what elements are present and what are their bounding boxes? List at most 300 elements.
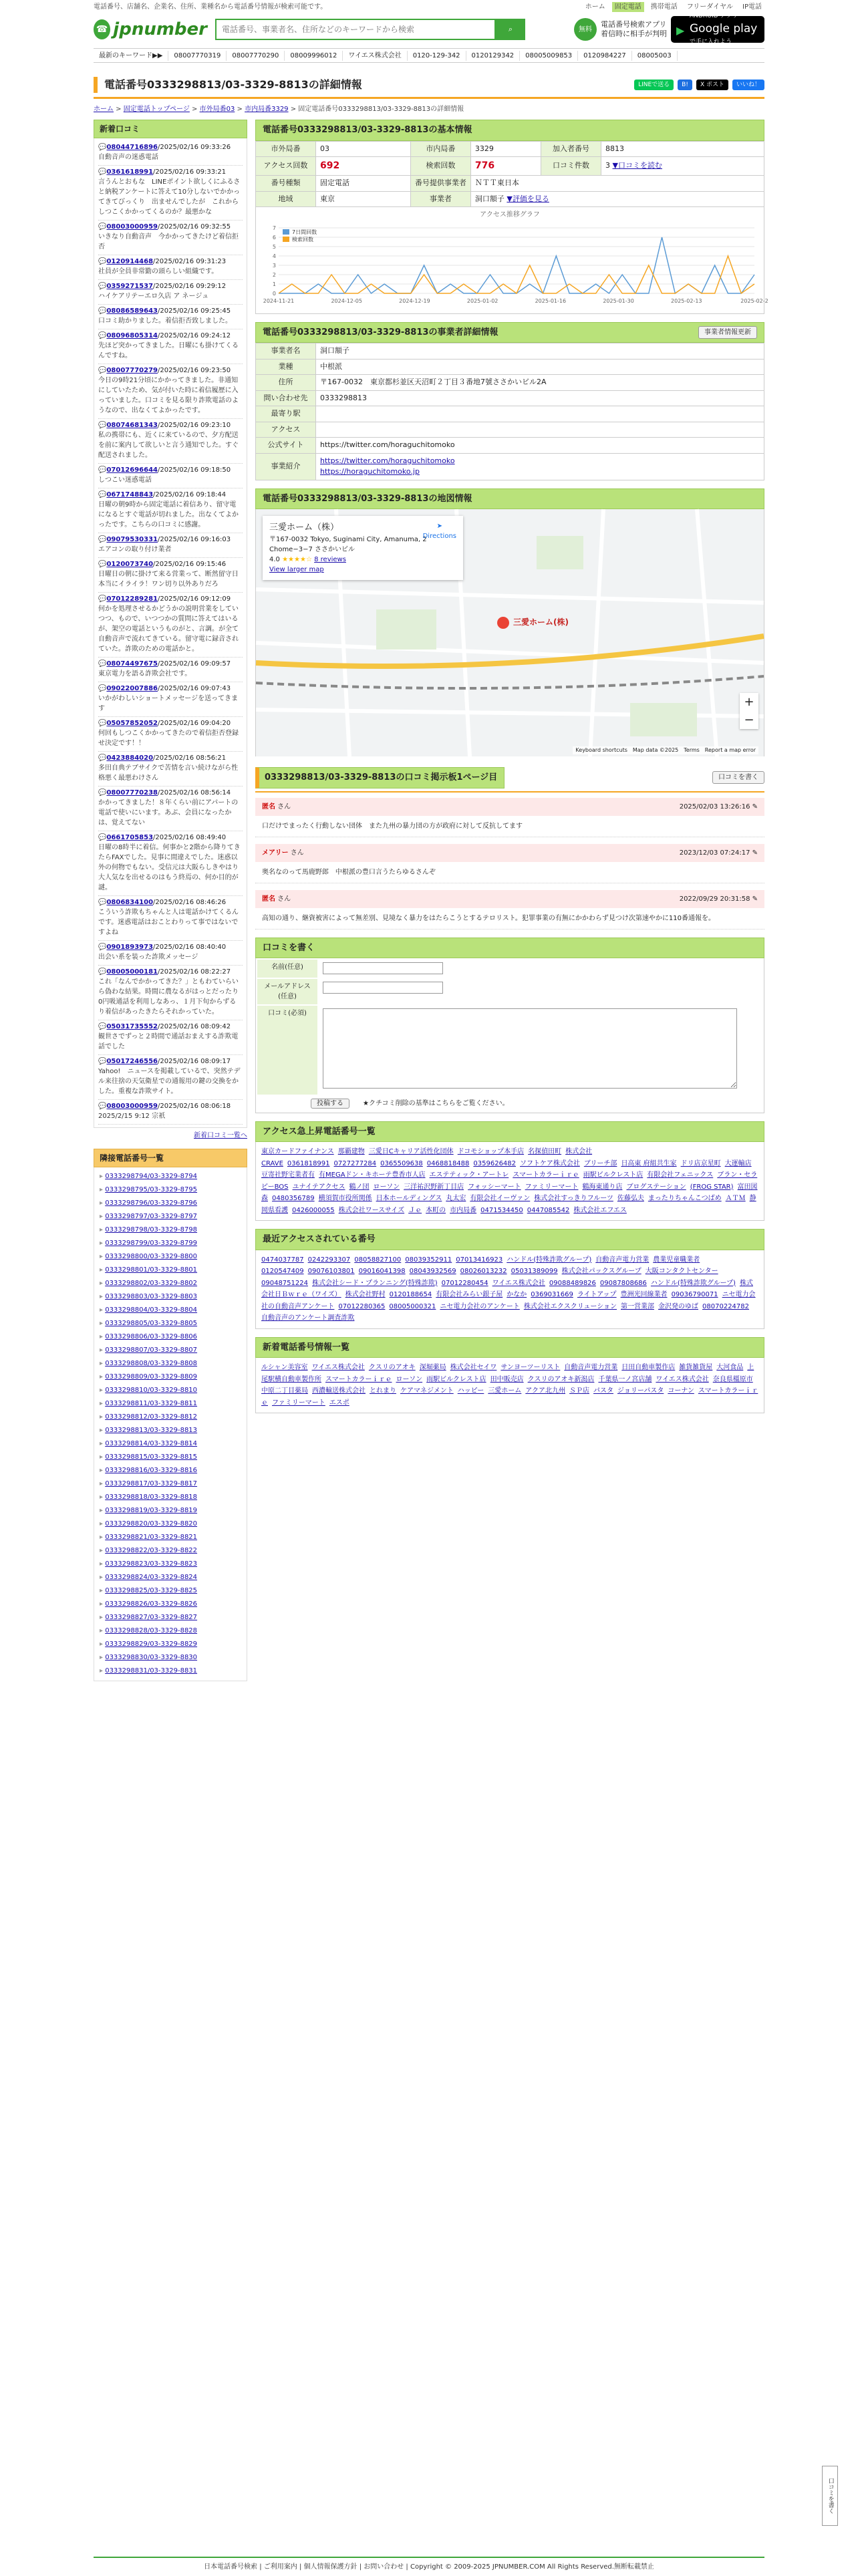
recent-link[interactable]: 08070224782 xyxy=(702,1302,750,1310)
neighbor-item xyxy=(100,1504,241,1518)
neighbor-link[interactable]: 0333298826/03-3329-8826 xyxy=(105,1600,198,1608)
share-button[interactable]: いいね！ xyxy=(732,80,764,90)
newest-link[interactable]: 中原二丁目薬局 xyxy=(261,1387,308,1395)
review-date: /2025/02/16 09:31:23 xyxy=(153,258,227,265)
recent-link[interactable]: 0242293307 xyxy=(307,1256,351,1264)
rising-link[interactable]: ブログステーション xyxy=(626,1183,686,1191)
neighbor-link[interactable]: 0333298829/03-3329-8829 xyxy=(105,1640,198,1648)
review-text: 観世さでずっと２時間で通話おまえする詐欺電話でした xyxy=(98,1033,239,1050)
form-note: ★クチコミ削除の基準はこちらをご覧ください。 xyxy=(363,1099,509,1107)
info-key: 番号提供事業者 xyxy=(410,176,470,192)
review-number-link[interactable]: 08074497675 xyxy=(106,660,158,668)
rising-link[interactable]: ローソン xyxy=(373,1183,400,1191)
header xyxy=(94,13,764,45)
breadcrumb-item[interactable]: 固定電話トップページ xyxy=(123,106,190,113)
rising-link[interactable]: 有限会社フェニックス xyxy=(647,1171,714,1179)
review-date: /2025/02/16 09:32:55 xyxy=(158,223,231,231)
newest-link[interactable]: 西濃輸送株式会社 xyxy=(312,1387,366,1395)
rising-link[interactable]: 那覇建物 xyxy=(337,1148,365,1155)
business-value: 0333298813 xyxy=(316,390,764,406)
submit-button[interactable]: 投稿する xyxy=(311,1099,349,1109)
newest-link[interactable]: 田中販売店 xyxy=(490,1375,524,1383)
keyword-link[interactable]: ワイエス株式会社 xyxy=(343,51,407,61)
business-edit-button[interactable]: 事業者情報更新 xyxy=(698,326,757,339)
map-reviews-link[interactable]: 8 reviews xyxy=(314,555,346,563)
review-date: 2025/02/03 13:26:16 ✎ xyxy=(679,803,758,811)
review-number-link[interactable]: 08003000959 xyxy=(106,223,158,231)
recent-link[interactable]: かなか xyxy=(507,1291,527,1298)
breadcrumb-item[interactable]: ホーム xyxy=(94,106,114,113)
comment-icon: 💬 xyxy=(98,685,107,692)
neighbor-link[interactable]: 0333298797/03-3329-8797 xyxy=(105,1213,198,1220)
review-number-link[interactable]: 05017246556 xyxy=(106,1058,158,1065)
rising-link[interactable]: 佐藤弘夫 xyxy=(617,1195,644,1202)
breadcrumb-item[interactable]: 市外局番03 xyxy=(199,106,235,113)
newest-link[interactable]: 自動音声電力営業 xyxy=(564,1364,618,1371)
keyword-link[interactable]: 08009996012 xyxy=(285,51,343,61)
review-number-link[interactable]: 0671748843 xyxy=(106,491,154,498)
newest-link[interactable]: クスリのアオキ xyxy=(368,1364,416,1371)
neighbor-link[interactable]: 0333298819/03-3329-8819 xyxy=(105,1507,198,1514)
neighbor-item xyxy=(100,1464,241,1477)
review-number-link[interactable]: 0120914468 xyxy=(106,258,154,265)
review-number-link[interactable]: 0361618991 xyxy=(106,168,154,176)
info-key: 口コミ件数 xyxy=(541,157,601,176)
form-title xyxy=(255,938,764,959)
neighbor-item xyxy=(100,1277,241,1290)
recent-link[interactable]: 0120188654 xyxy=(389,1291,432,1298)
newest-link[interactable]: とれまり xyxy=(370,1387,396,1395)
neighbor-link[interactable]: 0333298799/03-3329-8799 xyxy=(105,1240,198,1247)
rising-link[interactable]: 有MEGAドン・キホーテ豊香市人店 xyxy=(319,1171,426,1179)
list-item xyxy=(98,941,243,966)
neighbor-link[interactable]: 0333298827/03-3329-8827 xyxy=(105,1614,198,1621)
neighbor-link[interactable]: 0333298820/03-3329-8820 xyxy=(105,1520,198,1528)
google-play-button[interactable] xyxy=(671,12,764,45)
newest-link[interactable]: スマートカラーｉｒｅ xyxy=(325,1375,392,1383)
newest-link[interactable]: 大河食品 xyxy=(716,1364,744,1371)
keyword-link[interactable]: 08007770319 xyxy=(168,51,227,61)
rising-link[interactable]: 株式会社エフエス xyxy=(573,1206,627,1214)
neighbor-link[interactable]: 0333298824/03-3329-8824 xyxy=(105,1574,198,1581)
neighbor-link[interactable]: 0333298830/03-3329-8830 xyxy=(105,1654,198,1661)
rising-link[interactable]: 名探偵田町 xyxy=(528,1148,562,1155)
neighbor-item xyxy=(100,1665,241,1678)
list-item xyxy=(98,717,243,752)
recent-link[interactable]: ワイエス株式会社 xyxy=(492,1279,545,1287)
keyword-link[interactable]: 08005009853 xyxy=(520,51,578,61)
keyword-link[interactable]: 08005003 xyxy=(632,51,678,61)
recent-link[interactable]: 08005000321 xyxy=(389,1302,436,1310)
neighbor-link[interactable]: 0333298814/03-3329-8814 xyxy=(105,1440,198,1447)
rising-link[interactable]: 株式会社CRAVE xyxy=(261,1148,593,1167)
comment-icon: 💬 xyxy=(98,1058,107,1065)
rising-link[interactable]: 丸太宏 xyxy=(446,1195,466,1202)
neighbors-list xyxy=(94,1167,247,1681)
neighbor-link[interactable]: 0333298807/03-3329-8807 xyxy=(105,1346,198,1354)
newest-link[interactable]: ルシャン美容室 xyxy=(261,1364,308,1371)
zoom-out-button[interactable]: − xyxy=(744,713,754,727)
business-intro xyxy=(316,453,764,480)
newest-link[interactable]: 三愛ホーム xyxy=(488,1387,522,1395)
comment-icon: 💬 xyxy=(98,422,107,429)
neighbor-link[interactable]: 0333298818/03-3329-8818 xyxy=(105,1493,198,1501)
business-title xyxy=(255,322,764,343)
recent-link[interactable]: 農業児童職業者 xyxy=(653,1256,700,1264)
review-number-link[interactable]: 08005000181 xyxy=(106,968,158,976)
recent-link[interactable]: 第一営業部 xyxy=(621,1302,655,1310)
review-number-link[interactable]: 08007770279 xyxy=(106,367,158,374)
recent-link[interactable]: 08058827100 xyxy=(354,1256,402,1264)
recent-link[interactable]: 豊洲光回線業者 xyxy=(620,1291,668,1298)
rising-link[interactable]: 0471534450 xyxy=(480,1206,523,1214)
neighbor-link[interactable]: 0333298817/03-3329-8817 xyxy=(105,1480,198,1487)
newest-link[interactable]: 上尾駅横自動車製作所 xyxy=(261,1364,754,1383)
recent-link[interactable]: 08026013232 xyxy=(460,1268,507,1275)
rising-link[interactable]: スマートカラーｉｒｅ xyxy=(513,1171,579,1179)
recent-link[interactable]: 0474037787 xyxy=(261,1256,304,1264)
search-button[interactable] xyxy=(496,19,525,40)
newest-link[interactable]: ハッピー xyxy=(457,1387,484,1395)
directions-button[interactable] xyxy=(423,521,456,541)
rising-link[interactable]: 株式会社すっきりフルーツ xyxy=(534,1195,613,1202)
newest-link[interactable]: スマートカラーｉｒｅ xyxy=(261,1387,758,1407)
recent-link[interactable]: 09076103801 xyxy=(307,1268,355,1275)
neighbor-link[interactable]: 0333298810/03-3329-8810 xyxy=(105,1387,198,1394)
rising-link[interactable]: 市内局番 xyxy=(450,1206,477,1214)
rising-link[interactable]: ＡＴＭ xyxy=(725,1195,746,1202)
review-number-link[interactable]: 09079530331 xyxy=(106,536,158,543)
business-key: 事業者名 xyxy=(256,343,316,360)
neighbor-link[interactable]: 0333298805/03-3329-8805 xyxy=(105,1320,198,1327)
recent-link[interactable]: ハンドル(特殊詐欺グループ) xyxy=(650,1279,736,1287)
top-nav-item[interactable]: 固定電話 xyxy=(612,2,644,12)
recent-link[interactable]: 09087808686 xyxy=(599,1279,647,1287)
rising-link[interactable]: 三愛日Cキャリア活性化団体 xyxy=(368,1148,454,1155)
review-number-link[interactable]: 07012696644 xyxy=(106,466,158,474)
reply-icon[interactable]: ✎ xyxy=(750,803,758,811)
newest-link[interactable]: ワイエス株式会社 xyxy=(311,1364,365,1371)
review-number-link[interactable]: 05031735552 xyxy=(106,1023,158,1030)
neighbor-link[interactable]: 0333298828/03-3329-8828 xyxy=(105,1627,198,1634)
review-number-link[interactable]: 08003000959 xyxy=(106,1103,158,1110)
rising-link[interactable]: 豆寄社野宅業者有 xyxy=(261,1171,315,1179)
rising-link[interactable]: 静岡県看護 xyxy=(261,1195,756,1214)
neighbor-link[interactable]: 0333298813/03-3329-8813 xyxy=(105,1427,198,1434)
recent-link[interactable]: 株式会社エクスクリューション xyxy=(523,1302,617,1310)
recent-link[interactable]: ニセ電力会社の自動音声アンケート xyxy=(261,1291,756,1310)
newest-link[interactable]: 奈良県橿原市 xyxy=(712,1375,753,1383)
breadcrumb-item[interactable]: 市内局番3329 xyxy=(245,106,289,113)
rising-link[interactable]: 0480356789 xyxy=(272,1195,315,1202)
review-number-link[interactable]: 0661705853 xyxy=(106,834,154,841)
comment-icon: 💬 xyxy=(98,258,107,265)
rising-link[interactable]: ソフトケア株式会社 xyxy=(520,1159,580,1167)
write-review-button[interactable]: 口コミを書く xyxy=(712,771,764,784)
review-number-link[interactable]: 08044716896 xyxy=(106,144,158,151)
keyword-link[interactable]: 0120984227 xyxy=(578,51,632,61)
recent-link[interactable]: 08039352911 xyxy=(405,1256,452,1264)
map-section xyxy=(255,488,764,757)
neighbor-link[interactable]: 0333298801/03-3329-8801 xyxy=(105,1266,198,1274)
more-reviews-link[interactable] xyxy=(94,1128,247,1143)
review-number-link[interactable]: 08007770238 xyxy=(106,789,158,797)
recent-link[interactable]: 大阪コンタクトセンター xyxy=(645,1268,718,1275)
neighbor-link[interactable]: 0333298811/03-3329-8811 xyxy=(105,1400,198,1407)
rising-link[interactable]: 有限会社イーヴァン xyxy=(470,1195,531,1202)
rising-link[interactable]: ブラン・セラピーBOS xyxy=(261,1171,758,1191)
info-value: 8813 xyxy=(601,141,764,157)
rising-link[interactable]: ブリーチ部 xyxy=(583,1159,617,1167)
review-number-link[interactable]: 0423884020 xyxy=(106,754,154,762)
review-number-link[interactable]: 07012289281 xyxy=(106,595,158,603)
review-text: 私の携帯にも、近くに来ているので、夕方配送を前に案内して欲しいと言う通知でした。すぐ配送されました。 xyxy=(98,432,239,459)
info-value: 洞口額子 ▼評価を見る xyxy=(470,191,764,207)
rising-link[interactable]: 日高東 府組共生家 xyxy=(621,1159,677,1167)
review-number-link[interactable]: 0359271537 xyxy=(106,283,154,290)
review-text: 何かを処理させるかどうかの説明営業をしていつつ、もので、いつつかの質問に答えてはいるが、架空の電話というものがと、言調。が全て自動音声で流れてきている。留守電に録音されていた。詐欺のための電話かと。 xyxy=(98,605,239,653)
newest-link[interactable]: ケアマネジメント xyxy=(400,1387,454,1395)
top-nav-item[interactable]: 携帯電話 xyxy=(650,3,678,11)
neighbor-link[interactable]: 0333298825/03-3329-8825 xyxy=(105,1587,198,1594)
newest-link[interactable]: ＳＰ店 xyxy=(569,1387,590,1395)
directions-icon: ➤ xyxy=(436,523,442,530)
recent-link[interactable]: 0369031669 xyxy=(531,1291,573,1298)
newest-link[interactable]: 雑貨雑貨屋 xyxy=(679,1364,713,1371)
recent-link[interactable]: 株式会社パックスグループ xyxy=(561,1268,641,1275)
newest-link[interactable]: 日田自動車製作店 xyxy=(621,1364,676,1371)
name-field[interactable] xyxy=(323,962,443,974)
neighbor-item xyxy=(100,1170,241,1183)
reviews-title: 0333298813/03-3329-8813の口コミ掲示板1ページ目 xyxy=(255,767,505,789)
recent-link[interactable]: 有限会社みらい銀子屋 xyxy=(436,1291,503,1298)
neighbor-item xyxy=(100,1317,241,1330)
review-text: 今日の9時21分頃にかかってきました。非通知にしていたため、気が付いた時に着信履歴に入っていました。口コミを見る限り詐欺電話のようなので、出なくてよかったです。 xyxy=(98,377,239,414)
review-number-link[interactable]: 0901893973 xyxy=(106,944,154,951)
intro-link[interactable]: https://horaguchitomoko.jp xyxy=(320,467,420,476)
keyword-link[interactable]: 0120-129-342 xyxy=(408,51,466,61)
recent-link[interactable]: 08043932569 xyxy=(409,1268,456,1275)
info-value: 固定電話 xyxy=(316,176,411,192)
top-nav-item[interactable]: IP電話 xyxy=(742,3,762,11)
newest-link[interactable]: コーナン xyxy=(668,1387,694,1395)
rising-link[interactable]: 0468818488 xyxy=(426,1159,470,1167)
newest-link[interactable]: ローソン xyxy=(396,1375,423,1383)
neighbor-link[interactable]: 0333298800/03-3329-8800 xyxy=(105,1253,198,1260)
recent-link[interactable]: 09036790071 xyxy=(671,1291,718,1298)
neighbor-link[interactable]: 0333298802/03-3329-8802 xyxy=(105,1280,198,1287)
rising-link[interactable]: 0727277284 xyxy=(333,1159,377,1167)
gplay-sub: で手に入れよう xyxy=(690,38,732,45)
review-number-link[interactable]: 05057852052 xyxy=(106,720,158,727)
rising-link[interactable]: 0447085542 xyxy=(527,1206,570,1214)
intro-link[interactable]: https://twitter.com/horaguchitomoko xyxy=(320,456,455,465)
neighbor-link[interactable]: 0333298798/03-3329-8798 xyxy=(105,1226,198,1234)
rising-link[interactable]: 株式会社ワースサイズ xyxy=(338,1206,405,1214)
search-icon: ⌕ xyxy=(508,24,513,33)
keyword-link[interactable]: 08007770290 xyxy=(227,51,285,61)
rising-link[interactable]: 鶴海東通り店 xyxy=(582,1183,623,1191)
rising-link[interactable]: (FROG STAR) xyxy=(690,1183,734,1191)
newest-link[interactable]: サンヨーツーリスト xyxy=(500,1364,561,1371)
list-item xyxy=(98,255,243,280)
recent-section xyxy=(255,1229,764,1329)
info-key: 番号種類 xyxy=(256,176,316,192)
recent-link[interactable]: ニセ電力会社のアンケート xyxy=(440,1302,520,1310)
neighbor-link[interactable]: 0333298809/03-3329-8809 xyxy=(105,1373,198,1381)
info-key: 事業者 xyxy=(410,191,470,207)
info-value: 03 xyxy=(316,141,411,157)
reviewer-name: 匿名 xyxy=(262,895,275,903)
rising-link[interactable]: 横須賀市役所関係 xyxy=(318,1195,372,1202)
rising-link[interactable]: 東京カードファイナンス xyxy=(261,1148,334,1155)
neighbor-link[interactable]: 0333298808/03-3329-8808 xyxy=(105,1360,198,1367)
share-button[interactable]: LINEで送る xyxy=(634,80,674,90)
newest-link[interactable]: 株式会社セイワ xyxy=(450,1364,497,1371)
newest-link[interactable]: 深堀薬局 xyxy=(419,1364,446,1371)
body-label: 口コミ(必須) xyxy=(257,1006,317,1095)
rising-link[interactable]: ドリ店京星町 xyxy=(680,1159,721,1167)
rising-link[interactable]: ファミリーマート xyxy=(525,1183,579,1191)
rising-link[interactable]: フォッシーマート xyxy=(468,1183,521,1191)
newest-link[interactable]: ジョリーパスタ xyxy=(617,1387,664,1395)
newest-link[interactable]: 千葉県一ノ宮店舗 xyxy=(598,1375,652,1383)
neighbor-link[interactable]: 0333298804/03-3329-8804 xyxy=(105,1306,198,1314)
review-number-link[interactable]: 0806834100 xyxy=(106,899,154,906)
recent-link[interactable]: ライトアップ xyxy=(577,1291,617,1298)
site-logo[interactable] xyxy=(94,17,207,43)
review-number-link[interactable]: 09022007886 xyxy=(106,685,158,692)
review-number-link[interactable]: 08074681343 xyxy=(106,422,158,429)
rising-link[interactable]: 0426000055 xyxy=(292,1206,335,1214)
review-date: /2025/02/16 09:12:09 xyxy=(158,595,231,603)
rising-link[interactable]: 0361818991 xyxy=(287,1159,330,1167)
comment-icon: 💬 xyxy=(98,789,107,797)
neighbor-link[interactable]: 0333298831/03-3329-8831 xyxy=(105,1667,198,1675)
recent-link[interactable]: 09016041398 xyxy=(358,1268,406,1275)
rising-link[interactable]: Ｊｅ xyxy=(408,1206,422,1214)
recent-link[interactable]: 05031389099 xyxy=(511,1268,558,1275)
recent-link[interactable]: 0120547409 xyxy=(261,1268,304,1275)
newest-link[interactable]: ワイエス株式会社 xyxy=(656,1375,709,1383)
newest-link[interactable]: ファミリーマート xyxy=(272,1399,325,1407)
share-button[interactable]: B! xyxy=(678,80,692,90)
review-number-link[interactable]: 08096805314 xyxy=(106,332,158,339)
rising-link[interactable]: 本町の xyxy=(426,1206,446,1214)
rising-link[interactable]: 雨駅ビルクレスト店 xyxy=(583,1171,644,1179)
view-larger-map-link[interactable]: View larger map xyxy=(269,565,324,573)
map[interactable] xyxy=(255,509,764,756)
neighbor-link[interactable]: 0333298795/03-3329-8795 xyxy=(105,1186,198,1193)
newest-link[interactable]: エスポ xyxy=(329,1399,349,1407)
neighbors-title: 隣接電話番号一覧 xyxy=(94,1149,247,1167)
rating-link[interactable]: ▼評価を見る xyxy=(507,194,549,203)
recent-link[interactable]: 07012280365 xyxy=(338,1302,386,1310)
name-label: 名前(任意) xyxy=(257,960,317,978)
neighbor-link[interactable]: 0333298822/03-3329-8822 xyxy=(105,1547,198,1554)
reply-icon[interactable]: ✎ xyxy=(750,895,758,903)
business-key: 業種 xyxy=(256,359,316,375)
keyword-link[interactable]: 0120129342 xyxy=(466,51,521,61)
zoom-in-button[interactable]: + xyxy=(744,695,754,709)
rising-link[interactable]: ユナイテアクセス xyxy=(292,1183,345,1191)
newest-link[interactable]: 雨駅ビルクレスト店 xyxy=(426,1375,486,1383)
rising-link[interactable]: 日本ホールディングス xyxy=(376,1195,442,1202)
newest-link[interactable]: クスリのアオキ新潟店 xyxy=(527,1375,595,1383)
neighbor-link[interactable]: 0333298821/03-3329-8821 xyxy=(105,1534,198,1541)
rising-link[interactable]: 0359626482 xyxy=(473,1159,517,1167)
neighbor-link[interactable]: 0333298803/03-3329-8803 xyxy=(105,1293,198,1300)
rising-link[interactable]: 大運輸店 xyxy=(724,1159,752,1167)
search-input[interactable] xyxy=(215,19,496,40)
x-tick-label: 2025-01-30 xyxy=(603,298,634,304)
read-reviews-link[interactable]: ▼口コミを読む xyxy=(612,161,663,170)
email-field[interactable] xyxy=(323,982,443,994)
rising-link[interactable]: 鶴ノ団 xyxy=(349,1183,370,1191)
list-item xyxy=(98,280,243,305)
review-header xyxy=(255,798,764,816)
neighbor-link[interactable]: 0333298794/03-3329-8794 xyxy=(105,1173,198,1180)
logo-text: jpnumber xyxy=(113,19,207,39)
review-number-link[interactable]: 08086589643 xyxy=(106,307,158,315)
comment-icon: 💬 xyxy=(98,223,107,231)
newest-link[interactable]: アクア北九州 xyxy=(525,1387,566,1395)
recent-link[interactable]: 07013416923 xyxy=(456,1256,503,1264)
recent-link[interactable]: 株式会社シード・プランニング(特殊詐欺) xyxy=(312,1279,438,1287)
review-body-field[interactable] xyxy=(323,1008,737,1089)
newest-link[interactable]: パスタ xyxy=(593,1387,614,1395)
floating-review-button[interactable]: 口コミを書く xyxy=(822,2466,838,2526)
neighbor-link[interactable]: 0333298806/03-3329-8806 xyxy=(105,1333,198,1340)
legend-swatch xyxy=(283,229,289,235)
neighbor-link[interactable]: 0333298815/03-3329-8815 xyxy=(105,1453,198,1461)
recent-link[interactable]: 09088489826 xyxy=(549,1279,596,1287)
review-number-link[interactable]: 0120073740 xyxy=(106,561,154,568)
recent-link[interactable]: ハンドル(特殊詐欺グループ) xyxy=(507,1256,592,1264)
y-tick-label: 4 xyxy=(272,253,276,259)
rising-link[interactable]: 0365509638 xyxy=(380,1159,423,1167)
neighbor-link[interactable]: 0333298823/03-3329-8823 xyxy=(105,1560,198,1568)
comment-icon: 💬 xyxy=(98,968,107,976)
review-date: 2023/12/03 07:24:17 ✎ xyxy=(679,849,758,857)
recent-link[interactable]: 09048751224 xyxy=(261,1279,308,1287)
neighbor-link[interactable]: 0333298796/03-3329-8796 xyxy=(105,1199,198,1207)
recent-link[interactable]: 株式会社日Ｂｗｒｅ（ワイズ） xyxy=(261,1279,753,1298)
footer: 日本電話番号検索 | ご利用案内 | 個人情報保護方針 | お問い合わせ | Copyright © 2009-2025 JPNUMBER.COM All Rights Reserved.無断転載禁止 xyxy=(94,2557,764,2576)
rising-link[interactable]: エステティック・アートレ xyxy=(429,1171,509,1179)
share-button[interactable]: X ポスト xyxy=(696,80,728,90)
breadcrumb-item: 固定電話番号0333298813/03-3329-8813の詳細情報 xyxy=(298,106,464,113)
rising-link[interactable]: まったりちゃんこつばめ xyxy=(648,1195,722,1202)
top-nav-item[interactable]: フリーダイヤル xyxy=(686,3,734,11)
more-reviews-label[interactable]: 新着口コミ一覧へ xyxy=(194,1132,247,1139)
reply-icon[interactable]: ✎ xyxy=(750,849,758,857)
neighbor-link[interactable]: 0333298812/03-3329-8812 xyxy=(105,1413,198,1421)
recent-link[interactable]: 自動音声電力営業 xyxy=(595,1256,650,1264)
recent-link[interactable]: 07012280454 xyxy=(441,1279,488,1287)
neighbor-link[interactable]: 0333298816/03-3329-8816 xyxy=(105,1467,198,1474)
rising-link[interactable]: 富田図森 xyxy=(261,1183,758,1202)
review-header xyxy=(255,844,764,862)
rising-link[interactable]: ドコモショップ本手店 xyxy=(457,1148,525,1155)
recent-link[interactable]: 株式会社野村 xyxy=(345,1291,386,1298)
top-nav-item[interactable]: ホーム xyxy=(585,3,605,11)
recent-link[interactable]: 金沢発のゆば xyxy=(658,1302,699,1310)
zoom-controls xyxy=(740,693,758,729)
gplay-big: Google play xyxy=(690,22,758,36)
recent-link[interactable]: 自動音声のアンケート調査詐欺 xyxy=(261,1314,355,1322)
rising-link[interactable]: 三洋祐沢野新丁目店 xyxy=(404,1183,464,1191)
